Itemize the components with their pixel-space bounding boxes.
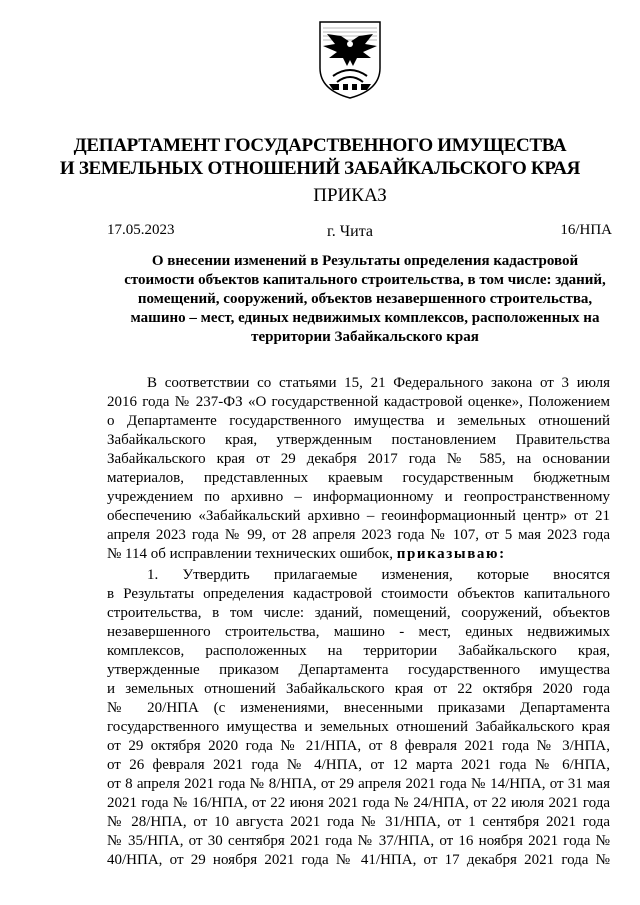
heading-line: машино – мест, единых недвижимых комплексов, расположенных на <box>130 310 600 326</box>
department-title-line2: И ЗЕМЕЛЬНЫХ ОТНОШЕНИЙ ЗАБАЙКАЛЬСКОГО КРАЯ <box>59 158 581 179</box>
order-keyword: приказываю: <box>396 546 506 562</box>
paragraph-line: строительства, в том числе: зданий, помещений, сооружений, объектов <box>107 605 610 621</box>
document-heading <box>105 252 625 347</box>
paragraph-line: материалов, представленных краевым государственным бюджетным <box>107 470 610 486</box>
item-1-paragraph <box>107 566 610 870</box>
paragraph-line: от 8 апреля 2021 года № 8/НПА, от 29 апреля 2021 года № 14/НПА, от 31 мая <box>107 776 610 792</box>
heading-line: стоимости объектов капитального строительства, в том числе: зданий, <box>124 272 606 288</box>
department-title-line1: ДЕПАРТАМЕНТ ГОСУДАРСТВЕННОГО ИМУЩЕСТВА <box>73 135 567 156</box>
paragraph-line: о Департаменте государственного имущества и земельных отношений <box>107 413 610 429</box>
paragraph-line-text: № 114 об исправлении технических ошибок, <box>107 546 393 562</box>
paragraph-line: незавершенного строительства, машино - мест, единых недвижимых <box>107 624 610 640</box>
order-date: 17.05.2023 <box>107 222 175 238</box>
paragraph-line: № 28/НПА, от 10 августа 2021 года № 31/НПА, от 1 сентября 2021 года <box>107 814 610 830</box>
paragraph-line: государственного имущества и земельных отношений Забайкальского края <box>107 719 610 735</box>
paragraph-line: Забайкальского края от 29 декабря 2017 года № 585, на основании <box>107 451 610 467</box>
paragraph-line: 40/НПА, от 29 ноября 2021 года № 41/НПА, от 17 декабря 2021 года № <box>107 852 610 868</box>
paragraph-line: от 29 октября 2020 года № 21/НПА, от 8 февраля 2021 года № 3/НПА, <box>107 738 610 754</box>
heading-line: О внесении изменений в Результаты определения кадастровой <box>151 253 579 269</box>
paragraph-line: учреждением по архивно – информационному и геопространственному <box>107 489 610 505</box>
paragraph-line: обеспечению «Забайкальский архивно – геоинформационный центр» от 21 <box>107 508 610 524</box>
paragraph-line: в Результаты определения кадастровой стоимости объектов капитального <box>107 586 610 602</box>
department-title <box>0 134 640 180</box>
paragraph-line: 2021 года № 16/НПА, от 22 июня 2021 года № 24/НПА, от 22 июля 2021 года <box>107 795 610 811</box>
paragraph-line: Забайкальского края, утвержденным постановлением Правительства <box>107 432 610 448</box>
paragraph-line: № 35/НПА, от 30 сентября 2021 года № 37/НПА, от 16 ноября 2021 года № <box>107 833 610 849</box>
paragraph-line: 2016 года № 237-ФЗ «О государственной кадастровой оценке», Положением <box>107 394 610 410</box>
order-city: г. Чита <box>326 223 373 240</box>
paragraph-line: и земельных отношений Забайкальского края от 22 октября 2020 года <box>107 681 610 697</box>
paragraph-line: утвержденные приказом Департамента государственного имущества <box>107 662 610 678</box>
heading-line: помещений, сооружений, объектов незавершенного строительства, <box>137 291 593 307</box>
paragraph-line-last <box>107 545 610 564</box>
paragraph-line: от 26 февраля 2021 года № 4/НПА, от 12 марта 2021 года № 6/НПА, <box>107 757 610 773</box>
order-number: 16/НПА <box>560 222 612 238</box>
zabaykalsky-krai-coat-of-arms-icon <box>315 20 385 100</box>
paragraph-line: апреля 2023 года № 99, от 28 апреля 2023 года № 107, от 5 мая 2023 года <box>107 527 610 543</box>
paragraph-line: комплексов, расположенных на территории Забайкальского края, <box>107 643 610 659</box>
paragraph-line: № 20/НПА (с изменениями, внесенными приказами Департамента <box>107 700 610 716</box>
paragraph-line: В соответствии со статьями 15, 21 Федерального закона от 3 июля <box>147 375 610 391</box>
order-word: ПРИКАЗ <box>313 185 387 206</box>
preamble-paragraph <box>107 374 610 564</box>
paragraph-line: 1. Утвердить прилагаемые изменения, которые вносятся <box>147 567 610 583</box>
heading-line: территории Забайкальского края <box>251 329 479 345</box>
